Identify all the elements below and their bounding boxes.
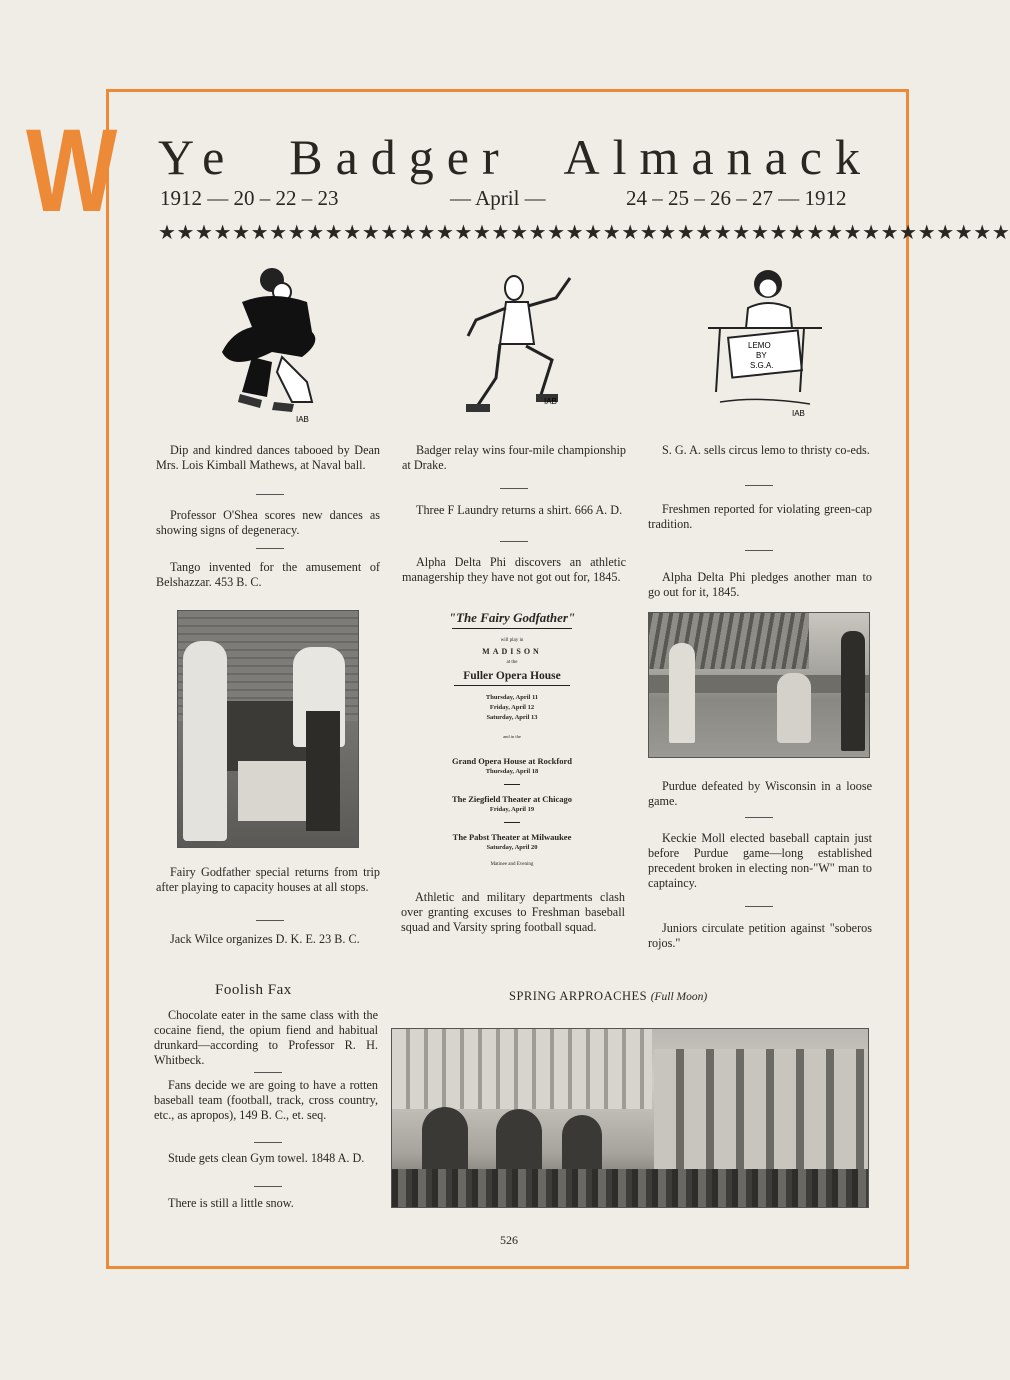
poster-title-rule — [452, 628, 572, 629]
col3-item-4: Purdue defeated by Wisconsin in a loose game. — [648, 779, 872, 808]
title-word-2: Badger — [289, 129, 512, 185]
fax-item-3: Stude gets clean Gym towel. 1848 A. D. — [168, 1151, 365, 1165]
col2-item-3: Alpha Delta Phi discovers an athletic managership they have not got out for, 1845. — [402, 555, 626, 584]
col2-item-1: Badger relay wins four-mile championship at Drake. — [402, 443, 626, 472]
poster-will-play: will play in — [500, 638, 524, 643]
almanack-title — [158, 128, 873, 186]
col1-item-5: Jack Wilce organizes D. K. E. 23 B. C. — [170, 932, 360, 946]
spring-caption-italic: (Full Moon) — [650, 991, 708, 1003]
cartoon-initials-2: IAB — [544, 397, 557, 406]
relay-runner-cartoon — [456, 268, 586, 420]
fax-divider-1 — [254, 1072, 282, 1073]
poster-divider-1 — [504, 784, 520, 785]
lemo-stand-cartoon — [700, 262, 830, 422]
page-number: 526 — [500, 1233, 518, 1247]
sign-line-2: BY — [756, 351, 767, 360]
col3-divider-1 — [745, 485, 773, 486]
dates-center: — April — — [450, 186, 546, 210]
col3-item-3: Alpha Delta Phi pledges another man to go out for it, 1845. — [648, 570, 872, 599]
fax-item-1: Chocolate eater in the same class with the cocaine fiend, the opium fiend and habitual drunkard—according to Professor R. H. Whitbeck. — [154, 1008, 378, 1067]
col2-divider-2 — [500, 541, 528, 542]
poster-matinee: Matinee and Evening — [490, 862, 534, 867]
cartoon-initials-3: IAB — [792, 409, 805, 418]
poster-venue-2: Grand Opera House at Rockford — [452, 756, 572, 766]
fax-item-4: There is still a little snow. — [168, 1196, 294, 1210]
col1-divider-2 — [256, 548, 284, 549]
dancing-couple-cartoon — [212, 262, 332, 426]
col1-divider-3 — [256, 920, 284, 921]
col1-divider-1 — [256, 494, 284, 495]
dates-right: 24 – 25 – 26 – 27 — 1912 — [626, 186, 847, 210]
poster-venue: Fuller Opera House — [463, 670, 561, 682]
spring-caption-main: SPRING ARPROACHES — [509, 989, 648, 1003]
fax-divider-3 — [254, 1186, 282, 1187]
col1-item-2: Professor O'Shea scores new dances as showing signs of degeneracy. — [156, 508, 380, 537]
col1-item-1: Dip and kindred dances tabooed by Dean Mrs. Lois Kimball Mathews, at Naval ball. — [156, 443, 380, 472]
col3-divider-4 — [745, 906, 773, 907]
fax-item-2: Fans decide we are going to have a rotten baseball team (football, track, cross country, etc., as apropos), 149 B. C., et. seq. — [154, 1078, 378, 1122]
poster-title: "The Fairy Godfather" — [448, 610, 576, 625]
poster-venue-3-date: Friday, April 19 — [489, 806, 535, 813]
col3-item-6: Juniors circulate petition against "soberos rojos." — [648, 921, 872, 950]
poster-divider-2 — [504, 822, 520, 823]
cartoon-initials-1: IAB — [296, 415, 309, 424]
foolish-fax-heading: Foolish Fax — [215, 982, 292, 998]
spring-caption — [509, 989, 707, 1004]
campus-building-photo — [391, 1028, 869, 1208]
poster-and-in: and in the — [503, 734, 521, 739]
col3-item-2: Freshmen reported for violating green-cap tradition. — [648, 502, 872, 531]
title-word-1: Ye — [158, 129, 238, 185]
col3-divider-3 — [745, 817, 773, 818]
poster-date-3: Saturday, April 13 — [486, 714, 538, 721]
poster-venue-4: The Pabst Theater at Milwaukee — [452, 832, 572, 842]
title-word-3: Almanack — [563, 129, 873, 185]
poster-venue-4-date: Saturday, April 20 — [486, 844, 538, 851]
poster-venue-rule — [454, 685, 570, 686]
opera-house-poster — [412, 606, 612, 876]
col3-item-1: S. G. A. sells circus lemo to thristy co-eds. — [662, 443, 870, 457]
col3-item-5: Keckie Moll elected baseball captain just before Purdue game—long established precedent broken in electing non-"W" man to captaincy. — [648, 831, 872, 890]
fax-divider-2 — [254, 1142, 282, 1143]
col2-divider-1 — [500, 488, 528, 489]
fairy-godfather-photo — [177, 610, 359, 848]
poster-date-1: Thursday, April 11 — [485, 694, 539, 701]
dates-left: 1912 — 20 – 22 – 23 — [160, 186, 339, 210]
margin-letter: W — [26, 105, 115, 237]
col2-item-4: Athletic and military departments clash over granting excuses to Freshman baseball squad and Varsity spring football squad. — [401, 890, 625, 934]
col3-divider-2 — [745, 550, 773, 551]
col1-item-3: Tango invented for the amusement of Belshazzar. 453 B. C. — [156, 560, 380, 589]
poster-date-2: Friday, April 12 — [489, 704, 535, 711]
col1-item-4: Fairy Godfather special returns from trip after playing to capacity houses at all stops. — [156, 865, 380, 894]
poster-city: MADISON — [482, 647, 542, 656]
col2-item-2: Three F Laundry returns a shirt. 666 A. D. — [416, 503, 623, 517]
star-rule: ★★★★★★★★★★★★★★★★★★★★★★★★★★★★★★★★★★★★★★★★★★★★★★ — [158, 222, 1010, 244]
poster-venue-3: The Ziegfield Theater at Chicago — [451, 794, 573, 804]
poster-at-the: at the — [506, 660, 518, 665]
sign-line-3: S.G.A. — [750, 361, 774, 370]
sign-line-1: LEMO — [748, 341, 771, 350]
poster-venue-2-date: Thursday, April 18 — [485, 768, 539, 775]
baseball-game-photo — [648, 612, 870, 758]
